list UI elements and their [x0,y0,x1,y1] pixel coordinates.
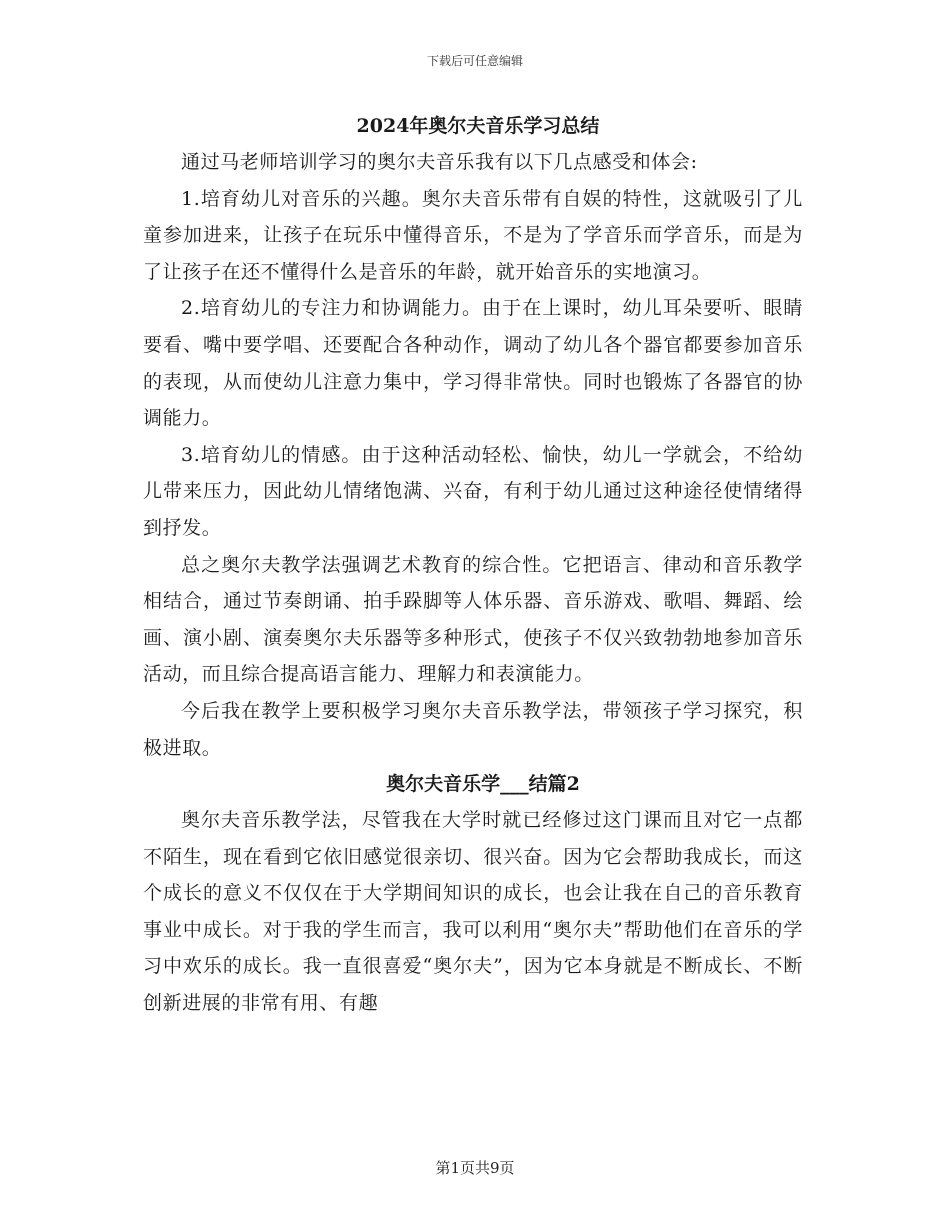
document-title: 2024年奥尔夫音乐学习总结 [356,115,600,137]
paragraph-point-3: 3.培育幼儿的情感。由于这种活动轻松、愉快，幼儿一学就会，不给幼儿带来压力，因此幼儿情绪饱满、兴奋，有利于幼儿通过这种途径使情绪得到抒发。 [143,443,803,539]
paragraph-point-1: 1.培育幼儿对音乐的兴趣。奥尔夫音乐带有自娱的特性，这就吸引了儿童参加进来，让孩子在玩乐中懂得音乐，不是为了学音乐而学音乐，而是为了让孩子在还不懂得什么是音乐的年龄，就开始音乐的实地演习。 [143,187,803,283]
paragraph-point-2: 2.培育幼儿的专注力和协调能力。由于在上课时，幼儿耳朵要听、眼睛要看、嘴中要学唱、还要配合各种动作，调动了幼儿各个器官都要参加音乐的表现，从而使幼儿注意力集中，学习得非常快。同时也锻炼了各器官的协调能力。 [143,297,803,430]
document-body [143,108,803,1022]
paragraph-summary: 总之奥尔夫教学法强调艺术教育的综合性。它把语言、律动和音乐教学相结合，通过节奏朗诵、拍手跺脚等人体乐器、音乐游戏、歌唱、舞蹈、绘画、演小剧、演奏奥尔夫乐器等多种形式，使孩子不仅兴致勃勃地参加音乐活动，而且综合提高语言能力、理解力和表演能力。 [143,553,803,686]
paragraph-intro: 通过马老师培训学习的奥尔夫音乐我有以下几点感受和体会: [181,151,698,173]
section-2-paragraph: 奥尔夫音乐教学法，尽管我在大学时就已经修过这门课而且对它一点都不陌生，现在看到它依旧感觉很亲切、很兴奋。因为它会帮助我成长，而这个成长的意义不仅仅在于大学期间知识的成长，也会让我在自己的音乐教育事业中成长。对于我的学生而言，我可以利用“奥尔夫”帮助他们在音乐的学习中欢乐的成长。我一直很喜爱“奥尔夫”，因为它本身就是不断成长、不断创新进展的非常有用、有趣 [143,809,803,1015]
section-2-title: 奥尔夫音乐学___结篇2 [386,773,580,796]
page-footer: 第1页共9页 [435,1159,515,1177]
page-header: 下载后可任意编辑 [426,54,523,68]
paragraph-plan: 今后我在教学上要积极学习奥尔夫音乐教学法，带领孩子学习探究，积极进取。 [143,699,803,759]
